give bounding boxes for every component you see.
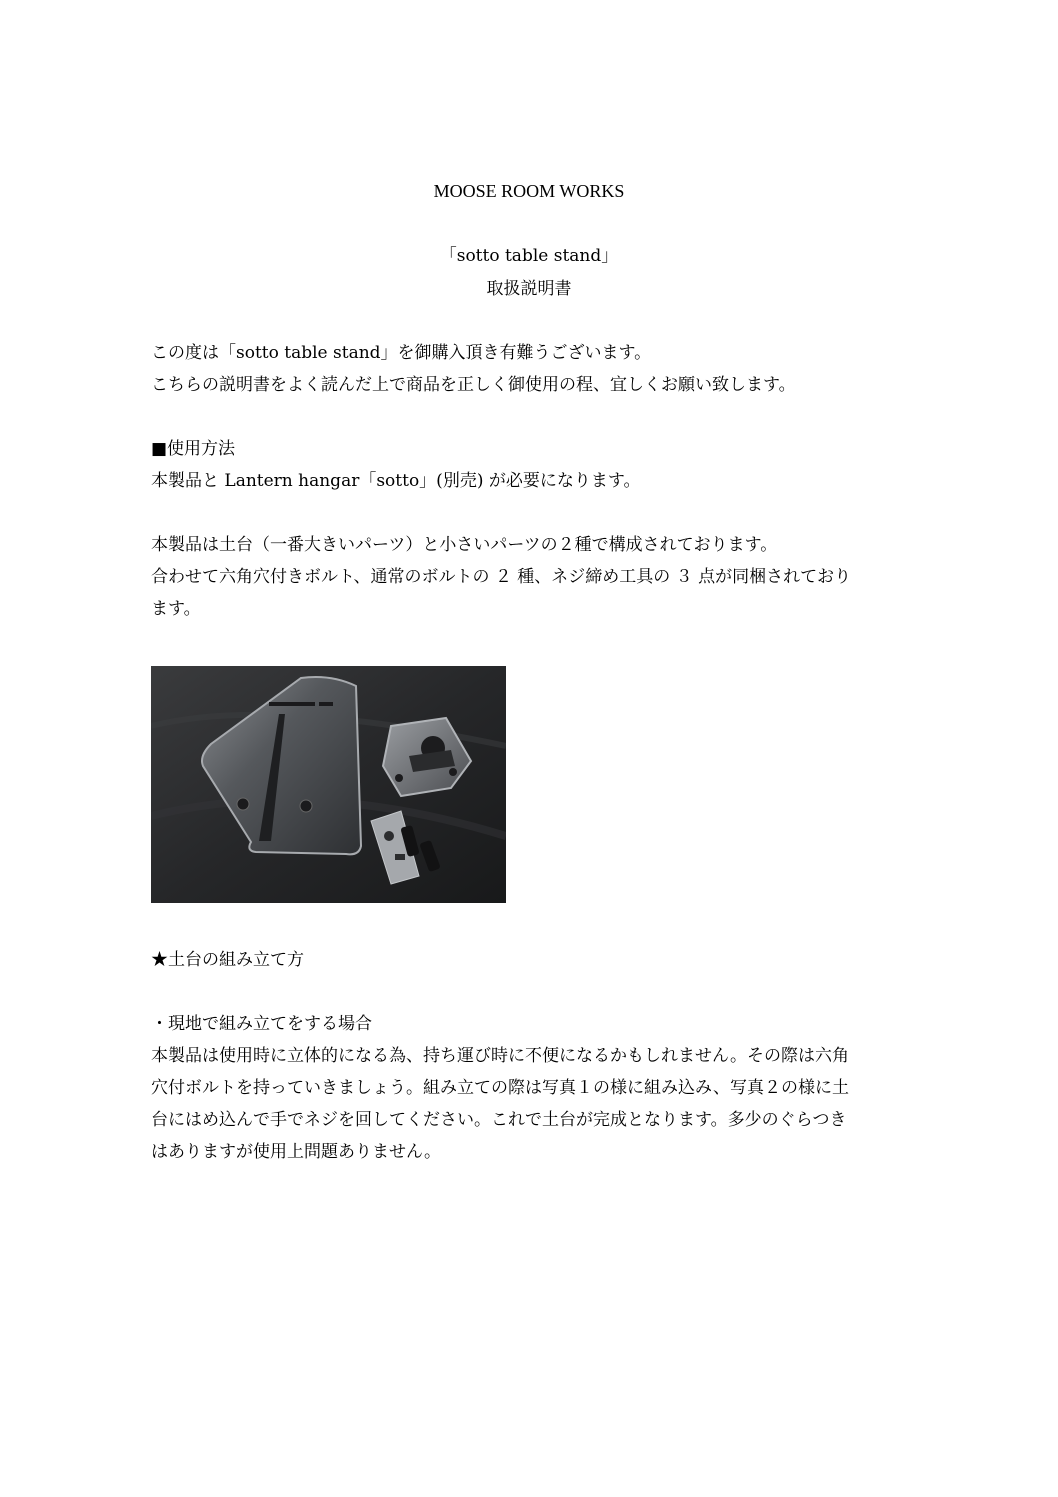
- assembly-body-line-3: 台にはめ込んで手でネジを回してください。これで土台が完成となります。多少のぐらつき: [151, 1110, 847, 1130]
- document-title: 取扱説明書: [486, 279, 572, 299]
- assembly-body-line-2: 穴付ボルトを持っていきましょう。組み立ての際は写真１の様に組み込み、写真２の様に土: [151, 1078, 850, 1098]
- composition-line-2: 合わせて六角穴付きボルト、通常のボルトの ２ 種、ネジ締め工具の ３ 点が同梱されており: [151, 567, 852, 587]
- intro-line-1: この度は「sotto table stand」を御購入頂き有難うございます。: [151, 343, 652, 363]
- company-name: MOOSE ROOM WORKS: [433, 181, 625, 201]
- usage-heading: ■使用方法: [151, 439, 236, 459]
- usage-requirement: 本製品と Lantern hangar「sotto」(別売) が必要になります。: [151, 471, 641, 491]
- composition-line-1: 本製品は土台（一番大きいパーツ）と小さいパーツの２種で構成されております。: [151, 535, 778, 555]
- assembly-subheading: ・現地で組み立てをする場合: [151, 1014, 372, 1034]
- product-title: 「sotto table stand」: [439, 246, 619, 266]
- product-parts-photo: [151, 666, 506, 903]
- composition-line-3: ます。: [151, 599, 201, 619]
- assembly-body-line-4: はありますが使用上問題ありません。: [151, 1142, 442, 1162]
- intro-line-2: こちらの説明書をよく読んだ上で商品を正しく御使用の程、宜しくお願い致します。: [151, 375, 796, 395]
- assembly-heading: ★土台の組み立て方: [151, 950, 304, 970]
- assembly-body-line-1: 本製品は使用時に立体的になる為、持ち運び時に不便になるかもしれません。その際は六角: [151, 1046, 850, 1066]
